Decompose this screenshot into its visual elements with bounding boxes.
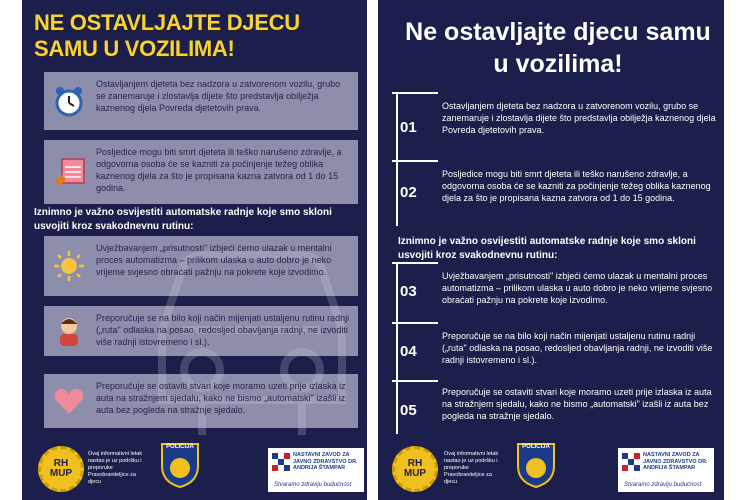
right-poster <box>378 0 724 500</box>
poster-subheading: Iznimno je važno osvijestiti automatske radnje koje smo skloni usvojiti kroz svakodnevnu rutinu: <box>398 236 696 261</box>
info-card-text: Posljedice mogu biti smrt djeteta ili teško narušeno zdravlje, a odgovorna osoba će se kazniti za počinjenje težeg oblika kaznenog djela za što je propisana kazna zatvora od 1 do 15 godina. <box>96 147 342 193</box>
item-number: 03 <box>400 283 417 300</box>
info-card-2 <box>44 140 358 204</box>
timeline-tick <box>392 262 438 264</box>
item-text: Preporučuje se na bilo koji način mijenjati ustaljenu rutinu radnji („ruta" odlaska na posao, redosljed obavljanja radnji, ne izvoditi više radnji istovremeno i sl.). <box>442 331 713 365</box>
checker-mark-icon <box>272 453 290 471</box>
mup-logo <box>392 446 438 492</box>
mup-logo-top: RH <box>53 458 69 469</box>
hzjz-name: NASTAVNI ZAVOD ZA JAVNO ZDRAVSTVO DR. ANDRIJA ŠTAMPAR <box>643 452 708 471</box>
item-number: 04 <box>400 343 417 360</box>
timeline-tick <box>392 92 438 94</box>
poster-title: NE OSTAVLJAJTE DJECU SAMU U VOZILIMA! <box>34 10 300 61</box>
hzjz-logo <box>618 448 714 492</box>
mup-logo-top: RH <box>407 458 423 469</box>
info-card-3 <box>44 236 358 296</box>
heart-icon <box>52 384 86 418</box>
timeline-tick <box>392 322 438 324</box>
info-card-text: Preporučuje se ostaviti stvari koje moramo uzeti prije izlaska iz auta na stražnjem sjedalu, kako ne bismo „automatski" izašli iz auta bez pogleda na stražnje sjedalo. <box>96 381 346 415</box>
item-number: 02 <box>400 184 417 201</box>
poster-subheading: Iznimno je važno osvijestiti automatske radnje koje smo skloni usvojiti kroz svakodnevnu rutinu: <box>34 207 332 232</box>
policija-logo <box>516 440 556 493</box>
alarm-clock-icon <box>52 84 86 118</box>
timeline-line <box>396 262 398 434</box>
footer-note: Ovaj informativni letak nastao je uz podršku i preporuke Pravobraniteljice za djecu <box>444 451 499 485</box>
timeline-line <box>396 92 398 226</box>
policija-logo <box>160 440 200 493</box>
calendar-hand-icon <box>52 155 86 189</box>
mup-logo-bottom: MUP <box>403 468 427 479</box>
hzjz-logo <box>268 448 364 492</box>
hzjz-slogan: Stvaramo zdraviju budućnost <box>274 482 352 488</box>
timeline-tick <box>392 160 438 162</box>
poster-title: Ne ostavljajte djecu samu u vozilima! <box>405 18 711 78</box>
info-card-1 <box>44 72 358 130</box>
info-card-4 <box>44 306 358 356</box>
timeline-tick <box>392 380 438 382</box>
footer-note: Ovaj informativni letak nastao je uz podršku i preporuke Pravobraniteljice za djecu <box>88 451 143 485</box>
left-poster <box>22 0 367 500</box>
policija-label: POLICIJA <box>522 444 550 450</box>
hzjz-slogan: Stvaramo zdraviju budućnost <box>624 482 702 488</box>
info-card-text: Ostavljanjem djeteta bez nadzora u zatvorenom vozilu, grubo se zanemaruje i zlostavlja dijete što predstavlja obilježja kaznenog djela Povreda djetetovih prava. <box>96 79 341 113</box>
item-text: Posljedice mogu biti smrt djeteta ili teško narušeno zdravlje, a odgovorna osoba će se kazniti za počinjenje težeg oblika kaznenog djela za što je propisana kazna zatvora od 1 do 15 godina. <box>442 169 711 203</box>
item-number: 05 <box>400 402 417 419</box>
policija-label: POLICIJA <box>166 444 194 450</box>
item-text: Uvježbavanjem „prisutnosti" izbjeći ćemo ulazak u mentalni proces automatizma – prilikom ulaska u auto dobro je neko vrijeme svjesno obraćati pažnju na pokrete koje izvodimo. <box>442 271 713 305</box>
mup-logo-bottom: MUP <box>49 468 73 479</box>
checker-mark-icon <box>622 453 640 471</box>
sun-icon <box>52 249 86 283</box>
item-text: Preporučuje se ostaviti stvari koje moramo uzeti prije izlaska iz auta na stražnjem sjedalu, kako ne bismo „automatski" izašli iz auta bez pogleda na stražnje sjedalo. <box>442 387 712 421</box>
item-text: Ostavljanjem djeteta bez nadzora u zatvorenom vozilu, grubo se zanemaruje i zlostavlja dijete što predstavlja obilježja kaznenog djela Povreda djetetovih prava. <box>442 101 716 135</box>
mup-logo <box>38 446 84 492</box>
info-card-text: Preporučuje se na bilo koji način mijenjati ustaljenu rutinu radnji („ruta" odlaska na posao, redosljed obavljanja radnji, ne izvoditi više radnji istovremeno i sl.). <box>96 313 350 347</box>
info-card-5 <box>44 374 358 428</box>
item-number: 01 <box>400 119 417 136</box>
child-icon <box>52 314 86 348</box>
info-card-text: Uvježbavanjem „prisutnosti" izbjeći ćemo ulazak u mentalni proces automatizma – prilikom ulaska u auto dobro je neko vrijeme svjesno obraćati pažnju na pokrete koje izvodimo. <box>96 243 332 277</box>
hzjz-name: NASTAVNI ZAVOD ZA JAVNO ZDRAVSTVO DR. ANDRIJA ŠTAMPAR <box>293 452 358 471</box>
